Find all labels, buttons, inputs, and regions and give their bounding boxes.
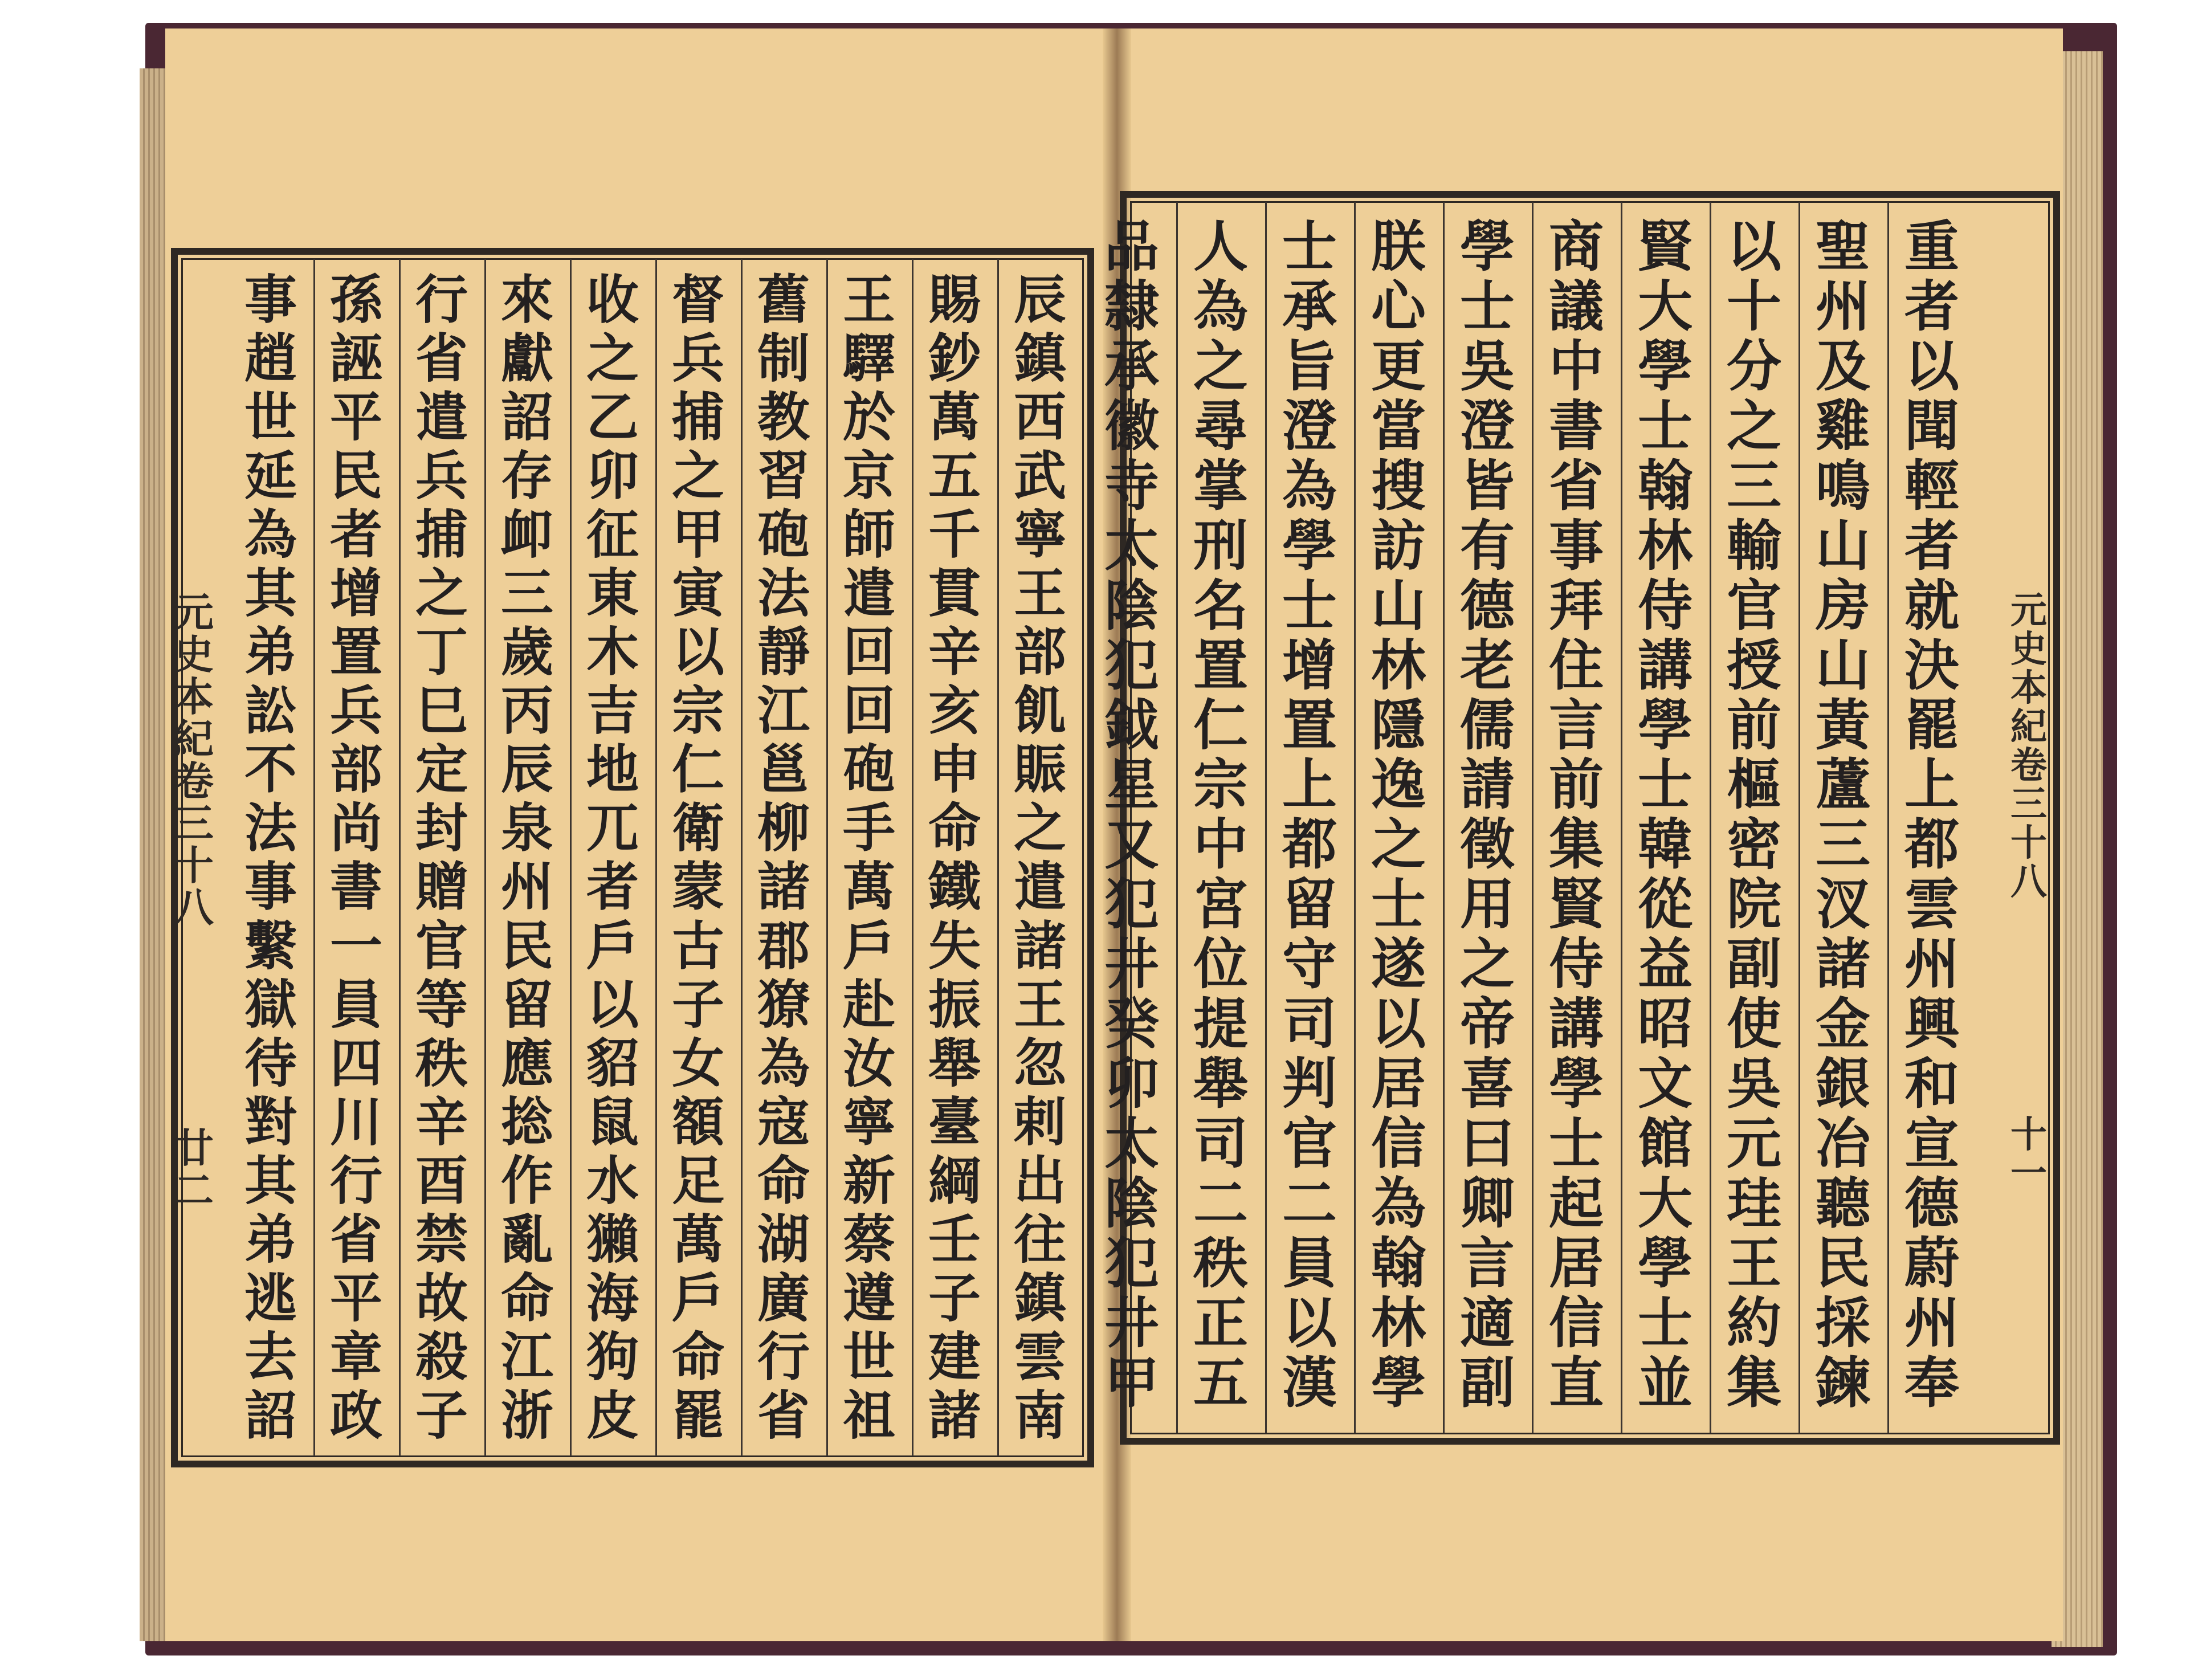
right-page-column-4: 賢 大 學 士 翰 林 侍 講 學 士 韓 從 益 昭 文 館 大 學 士 並 [1638,214,1692,1415]
right-page-column-rule [1265,202,1267,1433]
left-page-column-rule [655,259,657,1456]
right-page-column-8: 士 承 旨 澄 為 學 士 增 置 上 都 留 守 司 判 官 二 員 以 漢 [1282,214,1337,1415]
right-page-column-10: 品 隸 承 徽 寺 太 陰 犯 鉞 星 又 犯 井 癸 卯 太 陰 犯 井 甲 [1104,214,1159,1415]
right-page-column-rule [1532,202,1534,1433]
right-page-column-rule [1176,202,1178,1433]
left-page-column-rule [399,259,401,1456]
left-page-column-4: 舊 制 教 習 砲 法 靜 江 邕 柳 諸 郡 獠 為 寇 命 湖 廣 行 省 [757,269,810,1446]
right-page-column-2: 聖 州 及 雞 鳴 山 房 山 黃 蘆 三 汊 諸 金 銀 冶 聽 民 採 鍊 [1816,214,1870,1415]
left-page-column-rule [826,259,828,1456]
left-page-column-3: 王 驛 於 京 師 遣 回 回 砲 手 萬 戶 赴 汝 寧 新 蔡 遵 世 祖 [842,269,895,1446]
right-page-column-9: 人 為 之 尋 掌 刑 名 置 仁 宗 中 宮 位 提 舉 司 二 秩 正 五 [1193,214,1248,1415]
left-page-column-rule [570,259,572,1456]
right-page-column-6: 學 士 吳 澄 皆 有 德 老 儒 請 徵 用 之 帝 喜 曰 卿 言 適 副 [1460,214,1515,1415]
left-page-column-7: 來 獻 詔 存 卹 三 歲 丙 辰 泉 州 民 留 應 捴 作 亂 命 江 浙 [500,269,553,1446]
left-page-column-1: 辰 鎮 西 武 寧 王 部 飢 賑 之 遣 諸 王 忽 剌 出 往 鎮 雲 南 [1013,269,1066,1446]
right-page-folio: 十 一 [2010,1114,2047,1195]
right-page-column-1: 重 者 以 聞 輕 者 就 決 罷 上 都 雲 州 興 和 宣 德 蔚 州 奉 [1904,214,1959,1415]
right-page-column-rule [1887,202,1889,1433]
right-page-column-5: 商 議 中 書 省 事 拜 住 言 前 集 賢 侍 講 學 士 起 居 信 直 [1549,214,1604,1415]
left-page-folio: 廿 二 [174,1124,214,1214]
right-page-column-rule [1443,202,1445,1433]
left-page-column-8: 行 省 遣 兵 捕 之 丁 巳 定 封 贈 官 等 秩 辛 酉 禁 故 殺 子 [415,269,468,1446]
left-page-column-rule [912,259,913,1456]
left-page-column-6: 收 之 乙 卯 征 東 木 吉 地 兀 者 戶 以 貂 鼠 水 獺 海 狗 皮 [586,269,639,1446]
left-page-column-9: 孫 誣 平 民 者 增 置 兵 部 尚 書 一 員 四 川 行 省 平 章 政 [329,269,382,1446]
right-page-margin-title: 元 史 本 紀 卷 三 十 八 [2010,589,2047,903]
right-page-column-3: 以 十 分 之 三 輸 官 授 前 樞 密 院 副 使 吳 元 珪 王 約 集 [1727,214,1781,1415]
right-page-column-rule [1354,202,1356,1433]
right-page-column-rule [1710,202,1711,1433]
right-page-column-rule [1621,202,1622,1433]
left-page-column-rule [313,259,315,1456]
left-page-margin-title: 元 史 本 紀 卷 三 十 八 [174,589,214,931]
left-page-column-5: 督 兵 捕 之 甲 寅 以 宗 仁 衛 蒙 古 子 女 額 足 萬 戶 命 罷 [671,269,724,1446]
left-page-column-2: 賜 鈔 萬 五 千 貫 辛 亥 申 命 鐵 失 振 舉 臺 綱 壬 子 建 諸 [928,269,981,1446]
right-page-column-rule [1798,202,1800,1433]
right-page-column-7: 朕 心 更 當 搜 訪 山 林 隱 逸 之 士 遂 以 居 信 為 翰 林 學 [1371,214,1426,1415]
left-page-column-rule [997,259,999,1456]
left-page-column-10: 事 趙 世 延 為 其 弟 訟 不 法 事 繫 獄 待 對 其 弟 逃 去 詔 [244,269,297,1446]
left-page-column-rule [484,259,486,1456]
left-page-column-rule [741,259,743,1456]
